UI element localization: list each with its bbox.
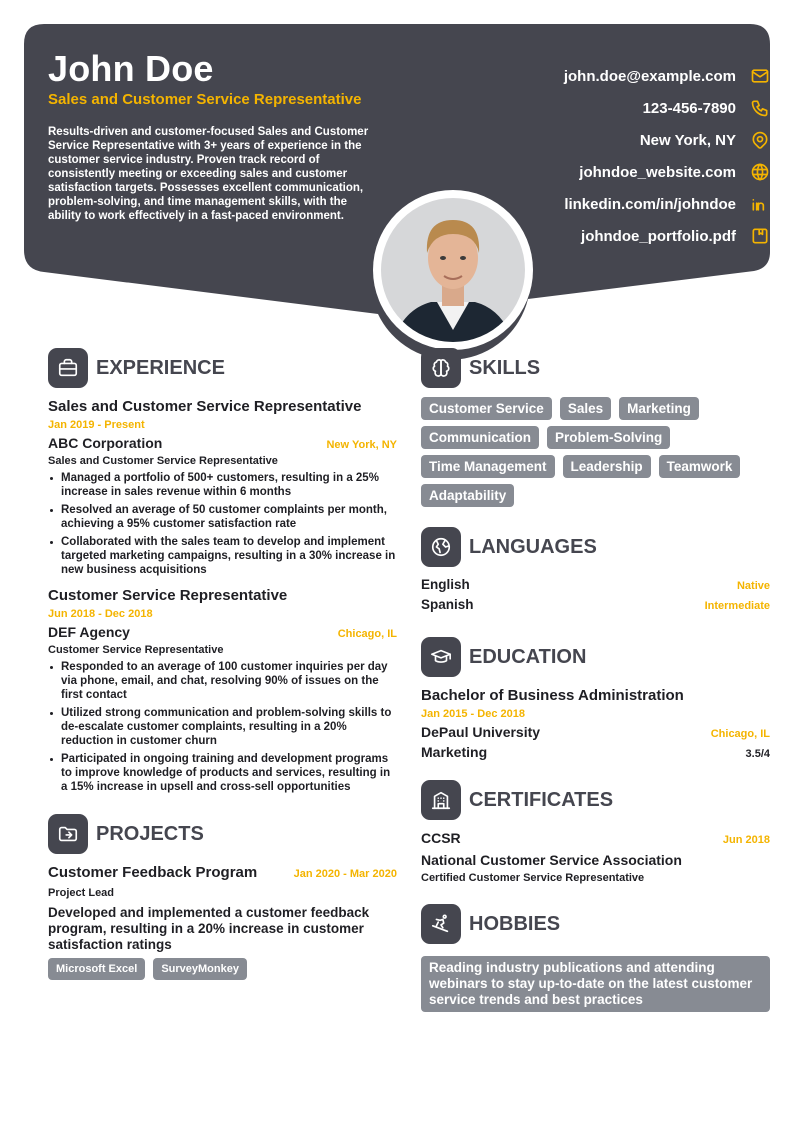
right-column [421,348,770,1012]
certificate-date: Jun 2018 [722,834,770,846]
hobbies-title: HOBBIES [469,912,561,935]
language-level: Native [736,580,770,592]
certificate-issuer: National Customer Service Association [421,852,682,868]
education-dates: Jan 2015 - Dec 2018 [421,708,525,720]
skill-chip: Leadership [563,455,651,478]
skill-chip: Adaptability [421,484,514,507]
company-name: ABC Corporation [48,435,163,451]
degree: Bachelor of Business Administration [421,687,684,704]
contact-phone-text[interactable]: 123-456-7890 [642,99,736,117]
job-bullet: Participated in ongoing training and development programs to improve knowledge of products and services, resulting in a 15% increase in upsell and cross-sell opportunities [48,752,397,794]
skill-chip: Communication [421,426,539,449]
job-bullet: Resolved an average of 50 customer complaints per month, achieving a 95% customer satisfaction rate [48,503,397,531]
languages-header [421,527,770,567]
certificates-header [421,780,770,820]
candidate-name: John Doe [48,48,214,89]
project-role: Project Lead [48,887,115,899]
skill-chip: Teamwork [659,455,741,478]
contact-phone[interactable] [370,96,770,120]
job-location: Chicago, IL [337,628,397,640]
job-bullet: Responded to an average of 100 customer inquiries per day via phone, email, and chat, resolving 90% of issues on the first contact [48,660,397,702]
contact-email-text[interactable]: john.doe@example.com [563,67,736,85]
job-position: Customer Service Representative [48,644,224,656]
job-title: Sales and Customer Service Representative [48,398,362,415]
job-dates: Jan 2019 - Present [48,419,145,431]
portfolio-icon [750,226,770,246]
project-item [48,864,397,980]
project-description: Developed and implemented a customer feedback program, resulting in a 20% increase in customer satisfaction ratings [48,905,370,952]
folder-icon [48,814,88,854]
tool-tag: SurveyMonkey [153,958,247,980]
project-dates: Jan 2020 - Mar 2020 [293,868,397,880]
job-title: Customer Service Representative [48,587,288,604]
experience-item [48,587,397,794]
experience-item [48,398,397,577]
avatar [381,198,525,342]
projects-title: PROJECTS [96,822,204,845]
contact-linkedin-text[interactable]: linkedin.com/in/johndoe [564,195,736,213]
briefcase-icon [48,348,88,388]
education-item [421,687,770,760]
language-name: English [421,577,470,592]
skiing-icon [421,904,461,944]
linkedin-icon [750,194,770,214]
job-bullet: Collaborated with the sales team to develop and implement targeted marketing campaigns, resulting in a 30% increase in new business acquisitions [48,535,397,577]
skill-chip: Problem-Solving [547,426,670,449]
globe-language-icon [421,527,461,567]
contact-website-text[interactable]: johndoe_website.com [579,163,736,181]
education-title: EDUCATION [469,645,587,668]
experience-header [48,348,397,388]
skill-chip: Customer Service [421,397,552,420]
contact-location [370,128,770,152]
globe-icon [750,162,770,182]
job-bullet: Utilized strong communication and problem-solving skills to de-escalate customer complaints, resulting in a 20% reduction in customer churn [48,706,397,748]
skills-title: SKILLS [469,356,541,379]
phone-icon [750,98,770,118]
hobby-item: Reading industry publications and attending webinars to stay up-to-date on the latest customer service trends and best practices [421,956,770,1012]
skills-list [421,397,770,507]
contact-email[interactable] [370,64,770,88]
language-level: Intermediate [704,600,770,612]
languages-title: LANGUAGES [469,535,597,558]
gpa: 3.5/4 [745,748,770,760]
building-icon [421,780,461,820]
tool-tag: Microsoft Excel [48,958,145,980]
job-location: New York, NY [326,439,397,451]
experience-title: EXPERIENCE [96,356,225,379]
left-column [48,348,397,980]
skill-chip: Sales [560,397,611,420]
skill-chip: Time Management [421,455,555,478]
graduation-cap-icon [421,637,461,677]
certificates-title: CERTIFICATES [469,788,614,811]
mail-icon [750,66,770,86]
school-location: Chicago, IL [710,728,770,740]
profile-summary: Results-driven and customer-focused Sales and Customer Service Representative with 3+ years of experience in the customer service industry. Proven track record of consistently meeting or exceeding sales and customer satisfaction targets. Possesses excellent communication, problem-solving, and time management skills, with the ability to work effectively in a fast-paced environment. [48,126,369,222]
contact-website[interactable] [370,160,770,184]
profile-photo [373,190,533,350]
education-header [421,637,770,677]
company-name: DEF Agency [48,624,130,640]
skill-chip: Marketing [619,397,699,420]
candidate-role: Sales and Customer Service Representative [48,91,362,108]
field-of-study: Marketing [421,744,488,760]
brain-icon [421,348,461,388]
skills-header [421,348,770,388]
certificate-name: CCSR [421,830,461,846]
project-name: Customer Feedback Program [48,864,258,881]
projects-header [48,814,397,854]
location-pin-icon [750,130,770,150]
job-position: Sales and Customer Service Representative [48,455,278,467]
contact-portfolio-text[interactable]: johndoe_portfolio.pdf [581,227,736,245]
language-name: Spanish [421,597,474,612]
certificate-description: Certified Customer Service Representative [421,872,645,884]
language-row [421,577,770,597]
languages-list [421,577,770,617]
job-dates: Jun 2018 - Dec 2018 [48,608,153,620]
certificate-item [421,830,770,884]
project-tools [48,958,397,980]
school-name: DePaul University [421,724,541,740]
contact-location-text: New York, NY [639,131,736,149]
language-row [421,597,770,617]
hobbies-header [421,904,770,944]
job-bullet: Managed a portfolio of 500+ customers, resulting in a 25% increase in sales revenue within 6 months [48,471,397,499]
